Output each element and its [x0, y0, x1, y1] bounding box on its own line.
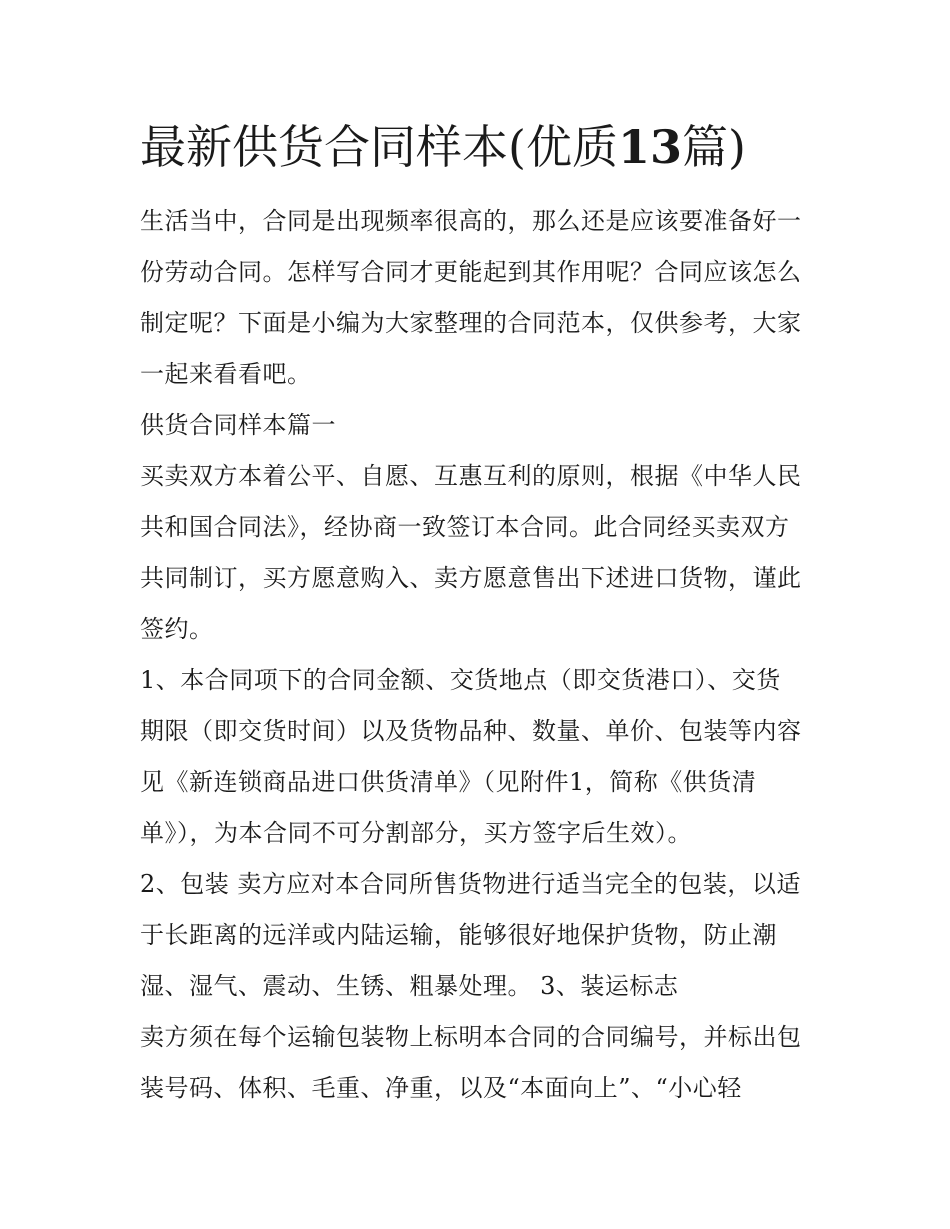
- text-line: 2、包装 卖方应对本合同所售货物进行适当完全的包装，以适: [140, 870, 801, 898]
- paragraph: [140, 196, 812, 1114]
- text-line: 单》），为本合同不可分割部分，买方签字后生效）。: [140, 819, 692, 847]
- text-line: 共和国合同法》，经协商一致签订本合同。此合同经买卖双方: [140, 513, 790, 541]
- title-prefix: 最新供货合同样本(优质: [140, 120, 618, 174]
- text-line: 份劳动合同。怎样写合同才更能起到其作用呢？合同应该怎么: [140, 258, 802, 286]
- text-line: 生活当中，合同是出现频率很高的，那么还是应该要准备好一: [140, 207, 802, 235]
- section-heading: 供货合同样本篇一: [140, 411, 336, 439]
- text-line: 湿、湿气、震动、生锈、粗暴处理。 3、装运标志: [140, 972, 679, 1000]
- text-line: 卖方须在每个运输包装物上标明本合同的合同编号，并标出包: [140, 1023, 802, 1051]
- text-line: 一起来看看吧。: [140, 360, 312, 388]
- text-line: 制定呢？下面是小编为大家整理的合同范本，仅供参考，大家: [140, 309, 802, 337]
- document-body: [140, 196, 812, 1114]
- text-line: 1、本合同项下的合同金额、交货地点（即交货港口）、交货: [140, 666, 781, 694]
- text-line: 于长距离的远洋或内陆运输，能够很好地保护货物，防止潮: [140, 921, 777, 949]
- text-line: 共同制订，买方愿意购入、卖方愿意售出下述进口货物，谨此: [140, 564, 802, 592]
- title-number: 13: [617, 120, 682, 174]
- text-line: 装号码、体积、毛重、净重，以及“本面向上”、“小心轻: [140, 1074, 742, 1102]
- title-suffix: 篇): [681, 120, 746, 174]
- text-line: 见《新连锁商品进口供货清单》（见附件1，简称《供货清: [140, 768, 757, 796]
- document-title: [140, 116, 820, 178]
- text-line: 买卖双方本着公平、自愿、互惠互利的原则，根据《中华人民: [140, 462, 802, 490]
- text-line: 签约。: [140, 615, 214, 643]
- text-line: 期限（即交货时间）以及货物品种、数量、单价、包装等内容: [140, 717, 802, 745]
